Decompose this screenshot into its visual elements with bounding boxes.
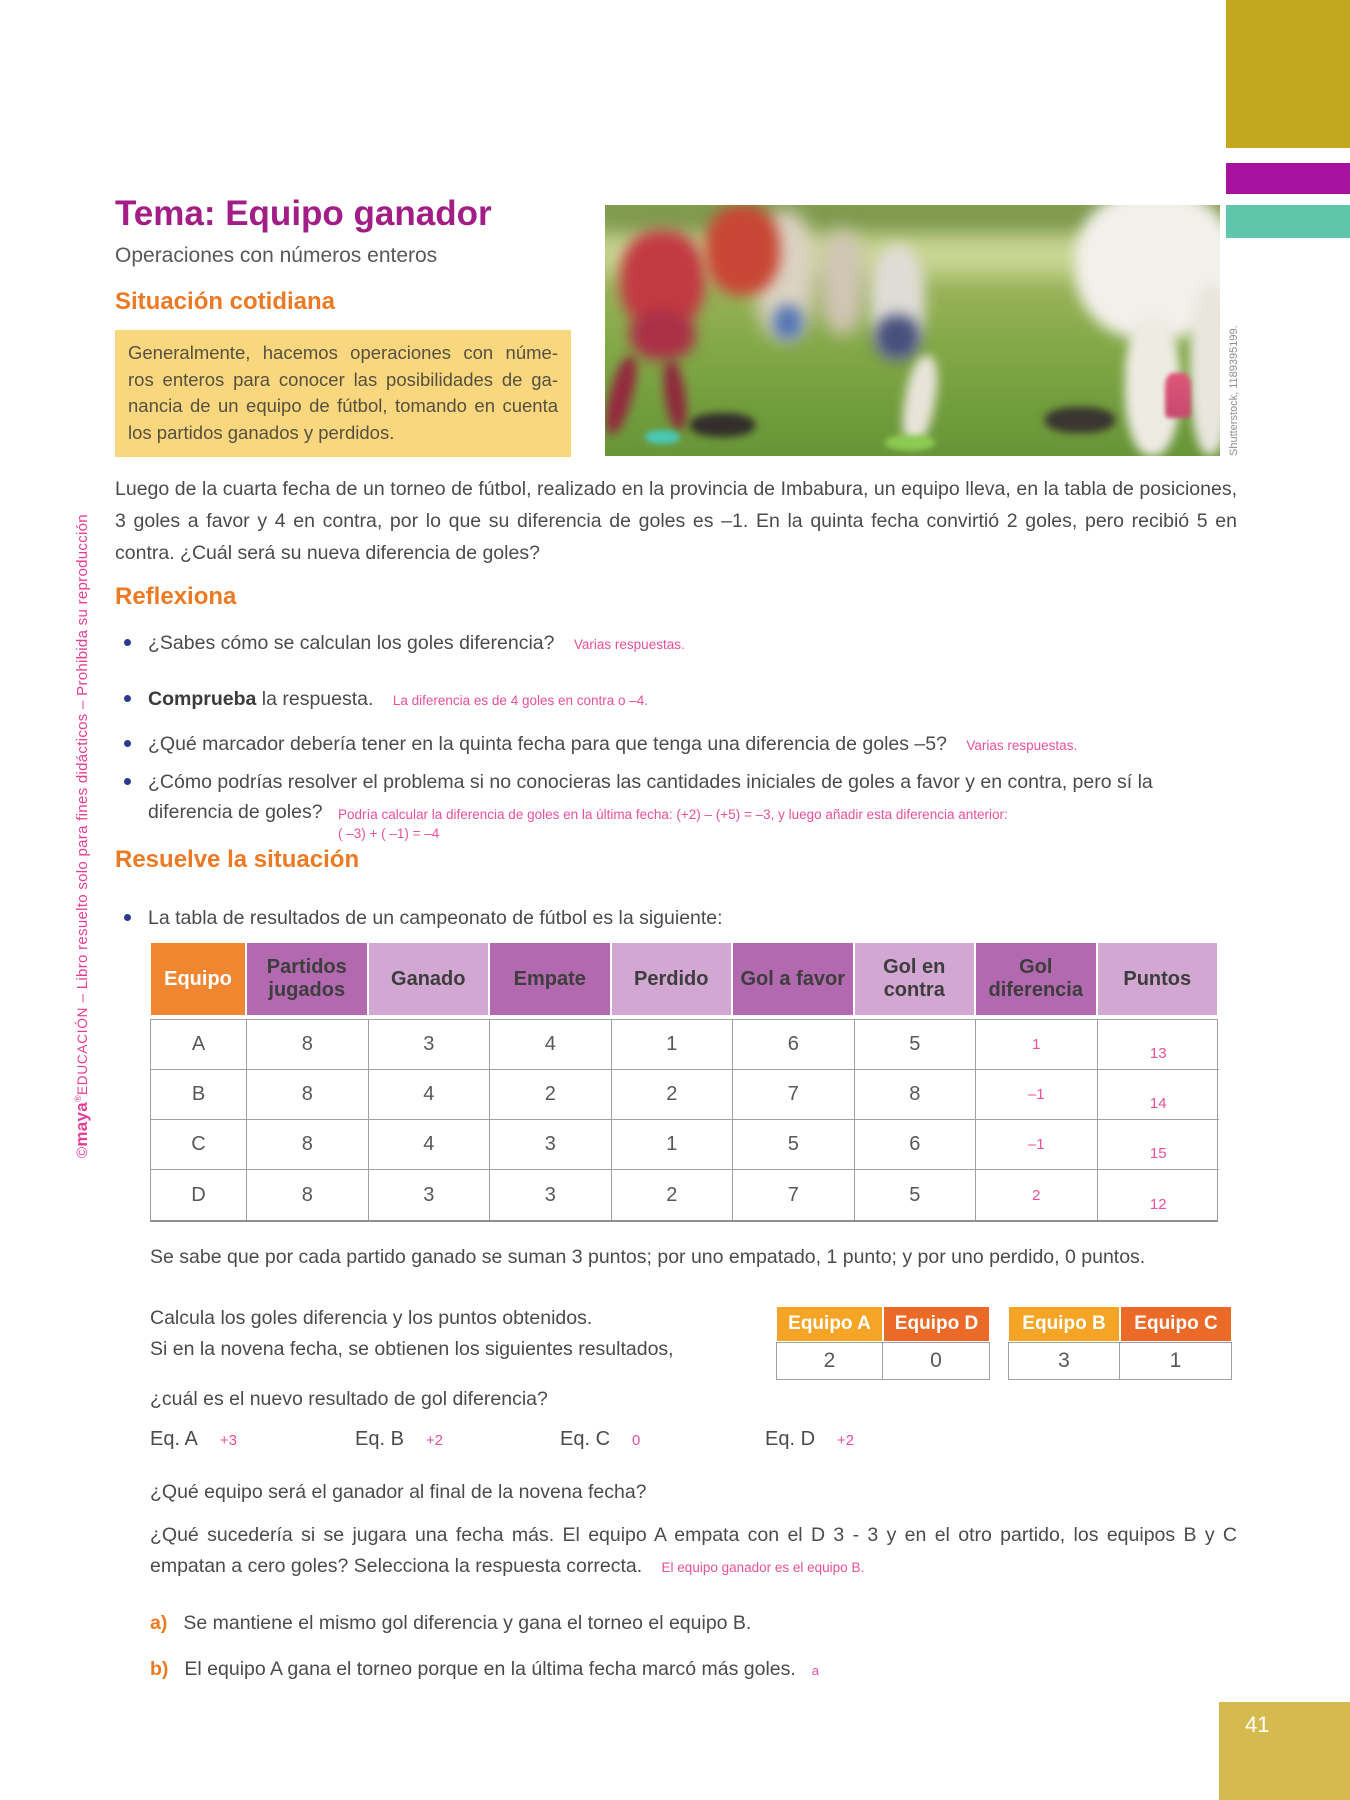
eq-label: Eq. D bbox=[765, 1428, 816, 1450]
eq-result-item bbox=[560, 1428, 765, 1451]
score-table-value-cell: 3 bbox=[1008, 1342, 1120, 1380]
bullet-item bbox=[115, 767, 1237, 841]
option-label: a) bbox=[150, 1612, 168, 1634]
situacion-box-line: ros enteros para conocer las posibilidades de ga- bbox=[128, 368, 558, 390]
table-cell: 8 bbox=[247, 1070, 369, 1120]
option-text: El equipo A gana el torneo porque en la última fecha marcó más goles. bbox=[184, 1658, 796, 1680]
final-question bbox=[150, 1520, 1237, 1583]
table-cell: 7 bbox=[733, 1170, 855, 1220]
ninth-date-note: Si en la novena fecha, se obtienen los siguientes resultados, bbox=[150, 1338, 674, 1360]
heading-reflexiona: Reflexiona bbox=[115, 583, 237, 610]
situacion-box-line: Generalmente, hacemos operaciones con núme- bbox=[128, 342, 558, 363]
heading-situacion: Situación cotidiana bbox=[115, 288, 336, 315]
bullet-answer: La diferencia es de 4 goles en contra o –4. bbox=[392, 693, 649, 708]
heading-resuelve: Resuelve la situación bbox=[115, 846, 360, 873]
score-table-value-cell: 0 bbox=[883, 1342, 990, 1380]
table-cell: 3 bbox=[490, 1170, 612, 1220]
table-cell-answer: 2 bbox=[976, 1170, 1098, 1220]
score-table-value-cell: 2 bbox=[776, 1342, 883, 1380]
registered-symbol: ® bbox=[73, 1095, 83, 1102]
bullet-question: ¿Qué marcador debería tener en la quinta fecha para que tenga una diferencia de goles –5? bbox=[148, 733, 947, 755]
magenta-bar bbox=[1226, 163, 1350, 194]
bullet-item bbox=[115, 729, 1237, 761]
table-cell: 8 bbox=[247, 1020, 369, 1070]
soccer-photo bbox=[605, 205, 1220, 456]
eq-results-line bbox=[150, 1428, 970, 1451]
table-header-cell: Equipo bbox=[150, 942, 246, 1016]
situacion-box bbox=[115, 330, 571, 457]
score-table bbox=[776, 1306, 990, 1380]
photo-shape bbox=[630, 310, 695, 360]
bullet-answer: Varias respuestas. bbox=[966, 738, 1078, 753]
table-header-cell: Gol en contra bbox=[854, 942, 976, 1016]
photo-shape bbox=[1045, 407, 1115, 433]
score-table-header-cell: Equipo A bbox=[776, 1306, 883, 1342]
table-cell: 6 bbox=[855, 1120, 977, 1170]
option-a bbox=[150, 1608, 1237, 1639]
table-cell: B bbox=[151, 1070, 247, 1120]
photo-shape bbox=[897, 353, 942, 447]
results-table-body bbox=[150, 1019, 1218, 1222]
table-cell: 5 bbox=[855, 1020, 977, 1070]
table-cell-answer: 1 bbox=[976, 1020, 1098, 1070]
table-cell: 3 bbox=[369, 1020, 491, 1070]
table-cell: A bbox=[151, 1020, 247, 1070]
table-cell: D bbox=[151, 1170, 247, 1220]
table-cell: 7 bbox=[733, 1070, 855, 1120]
eq-result-item bbox=[355, 1428, 560, 1451]
final-question-text: ¿Qué sucedería si se jugara una fecha más. El equipo A empata con el D 3 - 3 y en el otro partido, los equipos B y C empatan a cero goles? Selecciona la respuesta correcta. bbox=[150, 1524, 1237, 1577]
score-table-header-cell: Equipo C bbox=[1120, 1306, 1232, 1342]
gold-block-bottom bbox=[1219, 1702, 1350, 1800]
photo-shape bbox=[820, 230, 865, 335]
eq-answer: 0 bbox=[632, 1432, 641, 1449]
table-header-cell: Empate bbox=[489, 942, 611, 1016]
table-cell: 1 bbox=[612, 1120, 734, 1170]
copyright-symbol: © bbox=[74, 1146, 91, 1158]
table-cell: 4 bbox=[490, 1020, 612, 1070]
table-cell: 1 bbox=[612, 1020, 734, 1070]
table-cell: 3 bbox=[490, 1120, 612, 1170]
table-cell-answer: –1 bbox=[976, 1070, 1098, 1120]
page-title: Tema: Equipo ganador bbox=[115, 194, 492, 233]
table-cell-answer: 15 bbox=[1098, 1120, 1220, 1170]
bullet-question: ¿Cómo podrías resolver el problema si no conocieras las cantidades iniciales de goles a favor y en contra, pero sí la diferencia de goles? bbox=[148, 771, 1153, 823]
photo-shape bbox=[875, 315, 920, 360]
table-header-cell: Perdido bbox=[611, 942, 733, 1016]
photo-caption: Shutterstock, 1189395199. bbox=[1228, 325, 1240, 456]
eq-answer: +2 bbox=[425, 1432, 444, 1449]
legal-notice: – Libro resuelto solo para fines didácticos – Prohibida su reproducción bbox=[74, 514, 91, 1007]
sidebar-copyright bbox=[72, 514, 92, 1158]
bullet-item bbox=[115, 628, 1237, 660]
table-cell-answer: 14 bbox=[1098, 1070, 1220, 1120]
bullet-item bbox=[115, 684, 1237, 716]
bullet-answer-line: ( –3) + ( –1) = –4 bbox=[337, 826, 440, 841]
score-table-header-cell: Equipo D bbox=[883, 1306, 990, 1342]
table-cell: 3 bbox=[369, 1170, 491, 1220]
table-header-cell: Gol diferencia bbox=[975, 942, 1097, 1016]
table-cell-answer: 12 bbox=[1149, 1196, 1167, 1213]
training-cone-shape bbox=[1165, 373, 1191, 418]
table-cell: 5 bbox=[733, 1120, 855, 1170]
eq-result-item bbox=[765, 1428, 970, 1451]
eq-answer: +2 bbox=[837, 1432, 855, 1449]
bullet-question: la respuesta. bbox=[256, 688, 374, 710]
goldif-question: ¿cuál es el nuevo resultado de gol diferencia? bbox=[150, 1388, 548, 1410]
option-label: b) bbox=[150, 1658, 169, 1680]
photo-shape bbox=[660, 359, 690, 431]
photo-shape bbox=[773, 305, 803, 340]
table-cell: C bbox=[151, 1120, 247, 1170]
brand-name: maya bbox=[72, 1101, 91, 1147]
photo-shape bbox=[885, 435, 935, 450]
bullet-lead: Comprueba bbox=[148, 688, 257, 710]
table-cell-answer: –1 bbox=[976, 1120, 1098, 1170]
option-answer: a bbox=[811, 1663, 820, 1678]
table-cell: 8 bbox=[247, 1170, 369, 1220]
results-table-header bbox=[150, 942, 1218, 1016]
table-cell: 2 bbox=[490, 1070, 612, 1120]
eq-label: Eq. A bbox=[150, 1428, 198, 1450]
results-table bbox=[150, 942, 1218, 1222]
eq-result-item bbox=[150, 1428, 355, 1451]
table-cell: 5 bbox=[855, 1170, 977, 1220]
page-subtitle: Operaciones con números enteros bbox=[115, 244, 438, 267]
table-cell: 8 bbox=[855, 1070, 977, 1120]
score-table bbox=[1008, 1306, 1232, 1380]
table-header-cell: Ganado bbox=[368, 942, 490, 1016]
bullet-item bbox=[115, 903, 1237, 933]
bullet-answer: Varias respuestas. bbox=[573, 637, 685, 652]
winner-question: ¿Qué equipo será el ganador al final de la novena fecha? bbox=[150, 1481, 647, 1503]
photo-shape bbox=[1190, 285, 1220, 455]
bullet-question: ¿Sabes cómo se calculan los goles diferencia? bbox=[148, 632, 555, 654]
eq-label: Eq. B bbox=[355, 1428, 404, 1450]
score-table-value-cell: 1 bbox=[1120, 1342, 1232, 1380]
eq-answer: +3 bbox=[219, 1432, 237, 1449]
bullet-text: La tabla de resultados de un campeonato de fútbol es la siguiente: bbox=[148, 907, 723, 929]
situacion-box-line: nancia de un equipo de fútbol, tomando en cuenta bbox=[128, 395, 558, 416]
intro-paragraph: Luego de la cuarta fecha de un torneo de fútbol, realizado en la provincia de Imbabura, un equipo lleva, en la tabla de posiciones, 3 goles a favor y 4 en contra, por lo que su diferencia de goles es –1. En la quinta fecha convirtió 2 goles, pero recibió 5 en contra. ¿Cuál será su nueva diferencia de goles? bbox=[115, 478, 1237, 564]
photo-shape bbox=[645, 430, 680, 444]
points-rule: Se sabe que por cada partido ganado se suman 3 puntos; por uno empatado, 1 punto; y por uno perdido, 0 puntos. bbox=[150, 1246, 1146, 1268]
table-header-cell: Partidos jugados bbox=[246, 942, 368, 1016]
page-number: 41 bbox=[1245, 1712, 1270, 1737]
table-cell: 2 bbox=[612, 1170, 734, 1220]
final-question-answer: El equipo ganador es el equipo B. bbox=[661, 1560, 865, 1575]
table-cell: 8 bbox=[247, 1120, 369, 1170]
photo-shape bbox=[705, 205, 780, 295]
photo-shape bbox=[605, 354, 642, 437]
table-cell: 4 bbox=[369, 1120, 491, 1170]
situacion-box-line: los partidos ganados y perdidos. bbox=[128, 421, 395, 443]
gold-block-top bbox=[1226, 0, 1350, 148]
table-header-cell: Gol a favor bbox=[732, 942, 854, 1016]
bullet-answer-line: Podría calcular la diferencia de goles en la última fecha: (+2) – (+5) = –3, y luego añadir esta diferencia anterior: bbox=[337, 807, 1008, 822]
calc-instruction: Calcula los goles diferencia y los puntos obtenidos. bbox=[150, 1307, 593, 1329]
table-cell-answer: 13 bbox=[1098, 1020, 1220, 1070]
option-b bbox=[150, 1654, 1237, 1686]
bullet-answer bbox=[338, 805, 1008, 843]
option-text: Se mantiene el mismo gol diferencia y gana el torneo el equipo B. bbox=[183, 1612, 752, 1634]
teal-bar bbox=[1226, 205, 1350, 238]
table-cell: 6 bbox=[733, 1020, 855, 1070]
eq-label: Eq. C bbox=[560, 1428, 611, 1450]
table-cell: 4 bbox=[369, 1070, 491, 1120]
photo-shape bbox=[690, 413, 755, 437]
publisher-name: EDUCACIÓN bbox=[75, 1006, 90, 1096]
table-cell: 2 bbox=[612, 1070, 734, 1120]
table-header-cell: Puntos bbox=[1097, 942, 1219, 1016]
score-table-header-cell: Equipo B bbox=[1008, 1306, 1120, 1342]
